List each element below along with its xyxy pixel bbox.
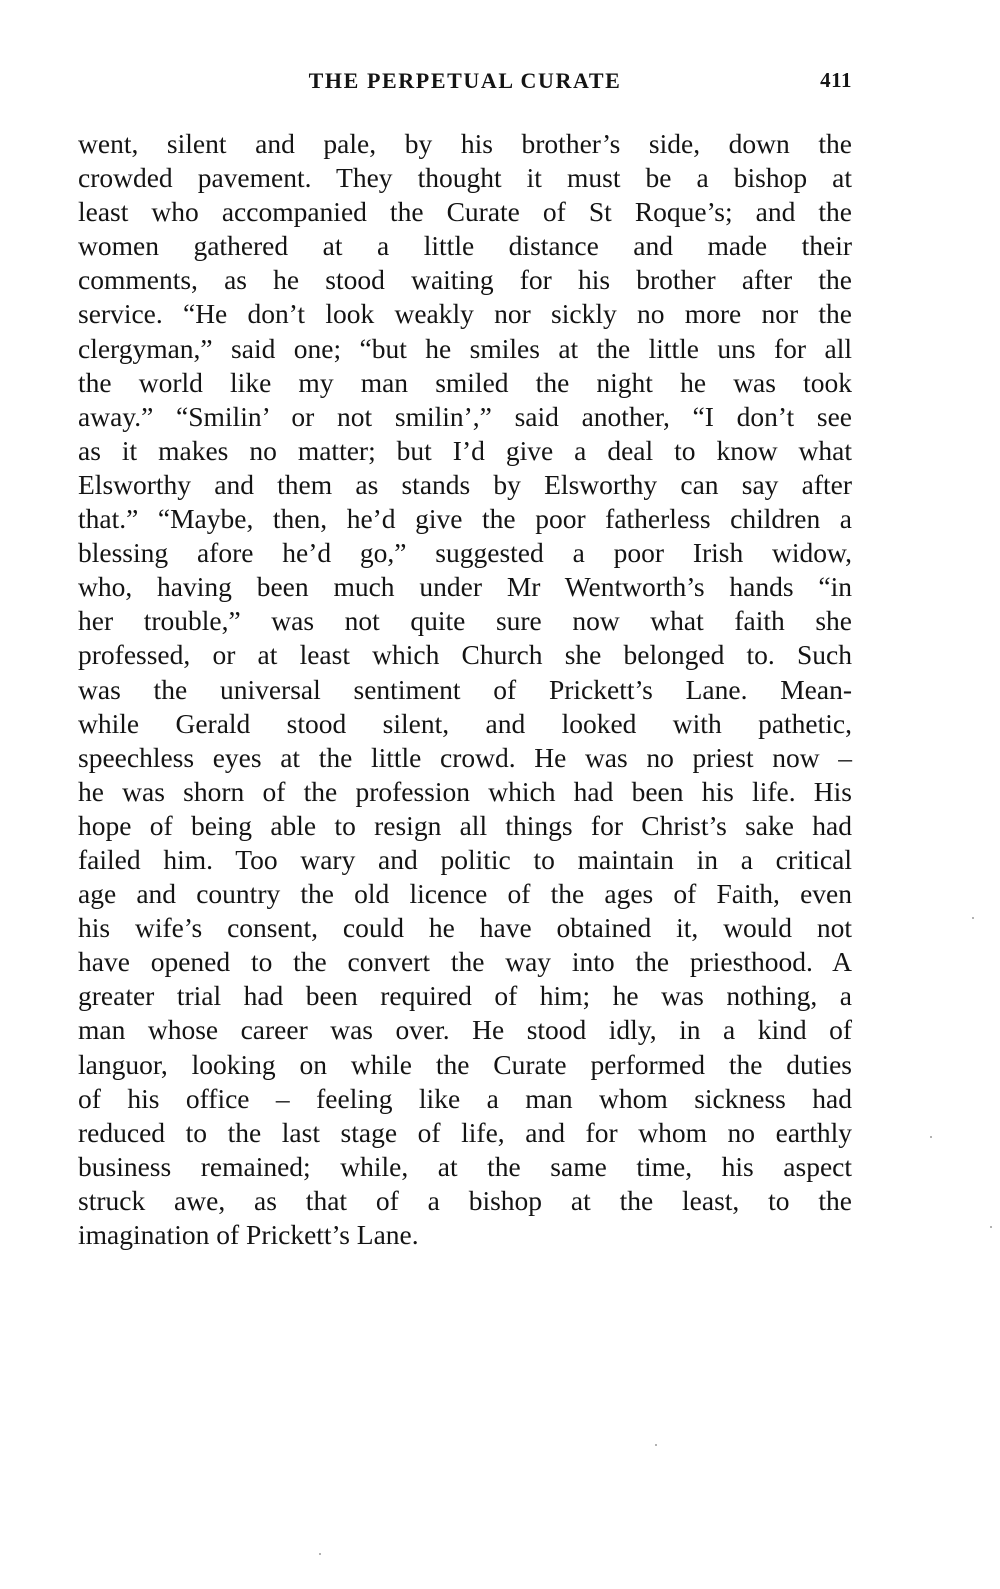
scan-speck [930,1136,932,1138]
text-line: struck awe, as that of a bishop at the least, to the [78,1184,852,1216]
text-line: imagination of Prickett’s Lane. [78,1219,419,1250]
text-line: speechless eyes at the little crowd. He was no priest now – [78,741,852,773]
text-line: least who accompanied the Curate of St Roque’s; and the [78,196,852,228]
text-line: crowded pavement. They thought it must be a bishop at [78,162,852,194]
text-line: age and country the old licence of the ages of Faith, even [78,878,852,910]
text-line: who, having been much under Mr Wentworth’s hands “in [78,571,852,603]
scan-speck [972,917,974,919]
text-line: have opened to the convert the way into the priesthood. A [78,946,852,978]
text-line: her trouble,” was not quite sure now what faith she [78,605,852,637]
text-line: blessing afore he’d go,” suggested a poor Irish widow, [78,537,852,569]
text-line: as it makes no matter; but I’d give a deal to know what [78,434,852,466]
text-line: while Gerald stood silent, and looked with pathetic, [78,707,852,739]
text-line: business remained; while, at the same time, his aspect [78,1150,852,1182]
text-line: service. “He don’t look weakly nor sickly no more nor the [78,298,852,330]
scan-speck [319,1553,321,1555]
text-line: clergyman,” said one; “but he smiles at the little uns for all [78,332,852,364]
scan-speck [990,1226,992,1228]
text-line: hope of being able to resign all things for Christ’s sake had [78,809,852,841]
text-line: his wife’s consent, could he have obtained it, would not [78,912,852,944]
page-number: 411 [820,68,852,92]
text-line: reduced to the last stage of life, and for whom no earthly [78,1116,852,1148]
text-line: failed him. Too wary and politic to maintain in a critical [78,843,852,875]
text-line: he was shorn of the profession which had been his life. His [78,775,852,807]
text-line: went, silent and pale, by his brother’s side, down the [78,128,852,159]
scan-speck [655,1444,657,1446]
text-line: that.” “Maybe, then, he’d give the poor fatherless children a [78,503,852,535]
text-line: of his office – feeling like a man whom sickness had [78,1082,852,1114]
running-title: THE PERPETUAL CURATE [308,68,622,93]
text-line: man whose career was over. He stood idly, in a kind of [78,1014,852,1046]
running-header [78,68,852,102]
text-line: professed, or at least which Church she belonged to. Such [78,639,852,671]
text-line: languor, looking on while the Curate performed the duties [78,1048,852,1080]
text-line: was the universal sentiment of Prickett’s Lane. Mean- [78,673,852,705]
text-line: Elsworthy and them as stands by Elsworthy can say after [78,468,852,500]
text-line: greater trial had been required of him; he was nothing, a [78,980,852,1012]
body-paragraph [78,127,852,1252]
text-line: away.” “Smilin’ or not smilin’,” said another, “I don’t see [78,400,852,432]
text-line: women gathered at a little distance and made their [78,230,852,262]
text-line: comments, as he stood waiting for his brother after the [78,264,852,296]
text-line: the world like my man smiled the night he was took [78,366,852,398]
